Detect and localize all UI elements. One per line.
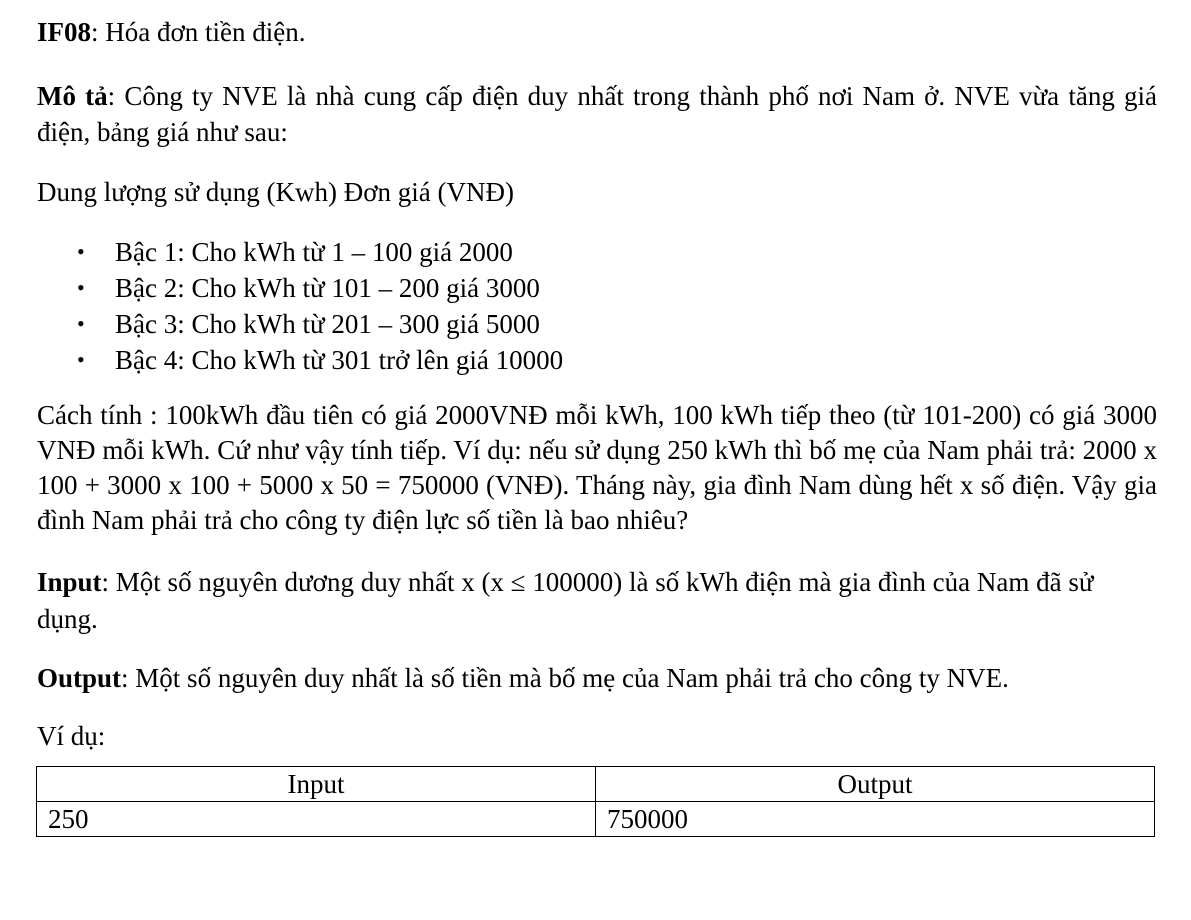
- price-tier-text: Bậc 4: Cho kWh từ 301 trở lên giá 10000: [115, 345, 564, 375]
- price-tier-item: [37, 270, 1157, 306]
- bullet-icon: •: [77, 347, 85, 372]
- problem-statement: [37, 14, 1157, 837]
- table-cell: 750000: [596, 802, 1155, 837]
- price-tier-item: [37, 234, 1157, 270]
- description-label: Mô tả: [37, 81, 108, 111]
- bullet-icon: •: [77, 239, 85, 264]
- output-spec-text: : Một số nguyên duy nhất là số tiền mà bố mẹ của Nam phải trả cho công ty NVE.: [121, 663, 1009, 693]
- table-header-row: [37, 767, 1155, 802]
- table-cell: 250: [37, 802, 596, 837]
- example-table: [36, 766, 1155, 837]
- bullet-icon: •: [77, 311, 85, 336]
- price-tier-text: Bậc 1: Cho kWh từ 1 – 100 giá 2000: [115, 237, 513, 267]
- problem-title-text: : Hóa đơn tiền điện.: [91, 17, 306, 47]
- description-paragraph: [37, 78, 1157, 150]
- problem-title: [37, 14, 1157, 50]
- table-header-cell: Output: [596, 767, 1155, 802]
- description-text: : Công ty NVE là nhà cung cấp điện duy nhất trong thành phố nơi Nam ở. NVE vừa tăng giá điện, bảng giá như sau:: [37, 81, 1157, 147]
- calculation-paragraph: Cách tính : 100kWh đầu tiên có giá 2000VNĐ mỗi kWh, 100 kWh tiếp theo (từ 101-200) có giá 3000 VNĐ mỗi kWh. Cứ như vậy tính tiếp. Ví dụ: nếu sử dụng 250 kWh thì bố mẹ của Nam phải trả: 2000 x 100 + 3000 x 100 + 5000 x 50 = 750000 (VNĐ). Tháng này, gia đình Nam dùng hết x số điện. Vậy gia đình Nam phải trả cho công ty điện lực số tiền là bao nhiêu?: [37, 400, 1157, 535]
- output-spec-paragraph: [37, 660, 1157, 696]
- output-spec-label: Output: [37, 663, 122, 693]
- price-tier-list: [37, 234, 1157, 378]
- price-tier-item: [37, 306, 1157, 342]
- problem-code: IF08: [37, 17, 91, 47]
- table-row: [37, 802, 1155, 837]
- example-label: Ví dụ:: [37, 721, 106, 751]
- input-spec-paragraph: [37, 564, 1157, 638]
- price-tier-text: Bậc 3: Cho kWh từ 201 – 300 giá 5000: [115, 309, 540, 339]
- price-tier-item: [37, 342, 1157, 378]
- input-spec-label: Input: [37, 567, 102, 597]
- table-header-cell: Input: [37, 767, 596, 802]
- bullet-icon: •: [77, 275, 85, 300]
- pricing-header: Dung lượng sử dụng (Kwh) Đơn giá (VNĐ): [37, 177, 515, 207]
- input-spec-text: : Một số nguyên dương duy nhất x (x ≤ 100000) là số kWh điện mà gia đình của Nam đã sử dụng.: [37, 567, 1094, 634]
- price-tier-text: Bậc 2: Cho kWh từ 101 – 200 giá 3000: [115, 273, 540, 303]
